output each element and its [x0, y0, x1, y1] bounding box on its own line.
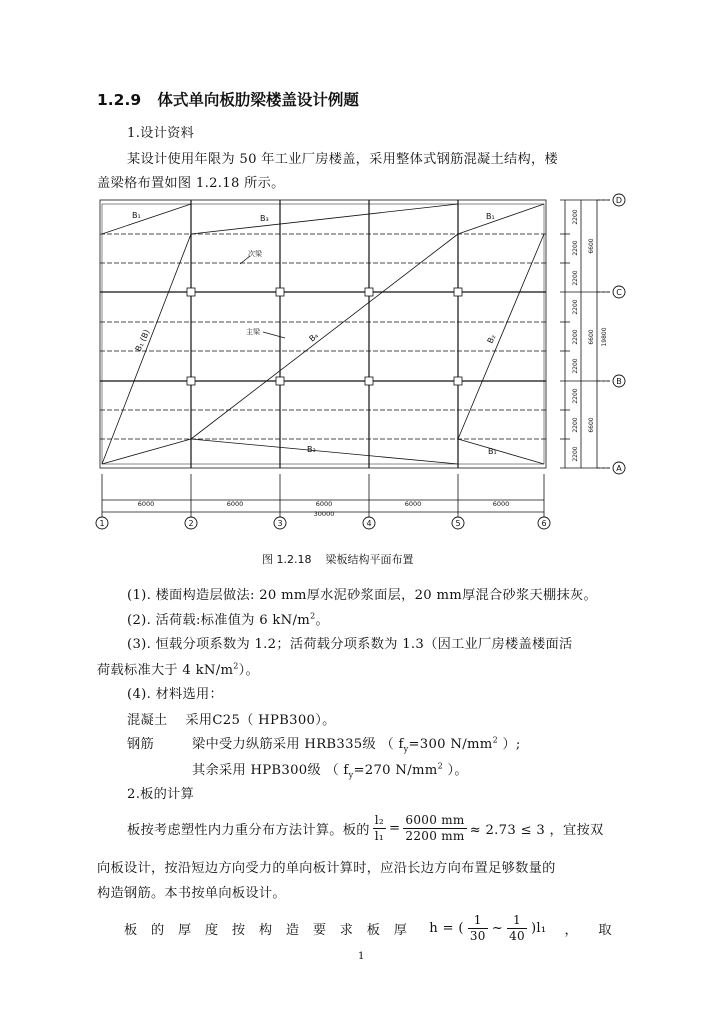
- total-length: 30000: [313, 510, 335, 518]
- slab-label-b4: B₄: [307, 331, 320, 344]
- total-depth: 19800: [601, 327, 608, 347]
- beam-slab-plan: [90, 192, 640, 537]
- axis-3: 3: [277, 519, 283, 528]
- section-title: 体式单向板肋梁楼盖设计例题: [157, 91, 359, 109]
- right-dim: 2200: [572, 446, 579, 462]
- right-dim: 2200: [572, 329, 579, 345]
- slab-label-b2: B₂: [485, 333, 498, 345]
- bay-dim: 6600: [588, 417, 595, 433]
- axis-1: 1: [99, 519, 105, 528]
- axis-2: 2: [188, 519, 194, 528]
- span-label: 6000: [315, 500, 333, 508]
- plan-outline: [100, 200, 546, 468]
- steel-line-2: 其余采用 HPB300级 （ $f_y=270$ $N/mm^2$ ）。: [192, 761, 468, 780]
- axis-4: 4: [366, 519, 372, 528]
- section-heading: [97, 88, 359, 110]
- right-dim: 2200: [572, 270, 579, 286]
- slab-label-b3: B₃: [307, 445, 316, 454]
- item-3-line1: (3). 恒载分项系数为 1.2；活荷载分项系数为 1.3（因工业厂房楼盖楼面活: [127, 637, 573, 652]
- slab-label-b1: B₁: [486, 212, 495, 221]
- item-3-line2: 荷载标准大于 4 $kN/m^2$）。: [97, 661, 260, 678]
- slab-label-b1: B₁: [132, 211, 141, 220]
- value-fraction: $\frac{6000 mm}{2200 mm}$: [405, 812, 465, 843]
- calc-line-1: 板按考虑塑性内力重分布方法计算。板的 $\frac{\text{l₂}}{\text{l₁}}$ = $\frac{6000 mm}{2200 mm}$ ≈ 2.73 ≤ 3 ，宜按双: [127, 812, 604, 843]
- page-number: 1: [358, 951, 365, 962]
- thickness-line: 板 的 厚 度 按 构 造 要 求 板 厚 h = ( $\frac{1}{30}$ ~ $\frac{1}{40}$ )l₁ ， 取: [124, 912, 612, 943]
- axis-C: C: [616, 288, 622, 297]
- slab-label-b3: B₃: [260, 214, 269, 223]
- ratio-fraction: $\frac{\text{l₂}}{\text{l₁}}$: [374, 812, 385, 843]
- bay-dim: 6600: [588, 329, 595, 345]
- subsection-design-data: 1.设计资料: [127, 126, 195, 141]
- axis-5: 5: [455, 519, 461, 528]
- right-dim: 2200: [572, 417, 579, 433]
- label-secondary-beam: 次梁: [248, 250, 262, 258]
- span-label: 6000: [226, 500, 244, 508]
- calc-line-3: 构造钢筋。本书按单向板设计。: [97, 886, 286, 901]
- intro-line-1: 某设计使用年限为 50 年工业厂房楼盖，采用整体式钢筋混凝土结构，楼: [127, 152, 558, 167]
- right-dim: 2200: [572, 209, 579, 225]
- axis-6: 6: [541, 519, 547, 528]
- span-label: 6000: [404, 500, 422, 508]
- span-label: 6000: [492, 500, 510, 508]
- calc-line-2: 向板设计，按沿短边方向受力的单向板计算时，应沿长边方向布置足够数量的: [97, 861, 556, 876]
- axis-A: A: [616, 464, 622, 473]
- section-number: 1.2.9: [97, 91, 142, 109]
- item-4: (4). 材料选用：: [127, 687, 224, 702]
- steel-line-1: 钢筋 梁中受力纵筋采用 HRB335级 （ $f_y=300$ $N/mm^2$ ）;: [127, 735, 521, 754]
- right-dim: 2200: [572, 358, 579, 374]
- slab-label-b1: B₁: [488, 447, 497, 456]
- subsection-slab-calc: 2.板的计算: [127, 787, 195, 802]
- right-dim: 2200: [572, 388, 579, 404]
- label-main-beam: 主梁: [246, 328, 260, 336]
- axis-D: D: [615, 196, 623, 205]
- intro-line-2: 盖梁格布置如图 1.2.18 所示。: [97, 176, 285, 191]
- span-label: 6000: [137, 500, 155, 508]
- slab-label-b1-edge: B₁ (B): [133, 328, 152, 353]
- item-1: (1). 楼面构造层做法: 20 mm厚水泥砂浆面层，20 mm厚混合砂浆天棚抹灰。: [127, 588, 597, 603]
- bay-dim: 6600: [588, 238, 595, 254]
- figure-caption: 图 1.2.18 梁板结构平面布置: [262, 553, 414, 566]
- item-2: (2). 活荷载:标准值为 6 $kN/m^2$。: [127, 611, 329, 628]
- right-dim: 2200: [572, 240, 579, 256]
- concrete-line: 混凝土 采用C25（ HPB300）。: [127, 713, 336, 728]
- right-dim: 2200: [572, 299, 579, 315]
- axis-B: B: [616, 377, 622, 386]
